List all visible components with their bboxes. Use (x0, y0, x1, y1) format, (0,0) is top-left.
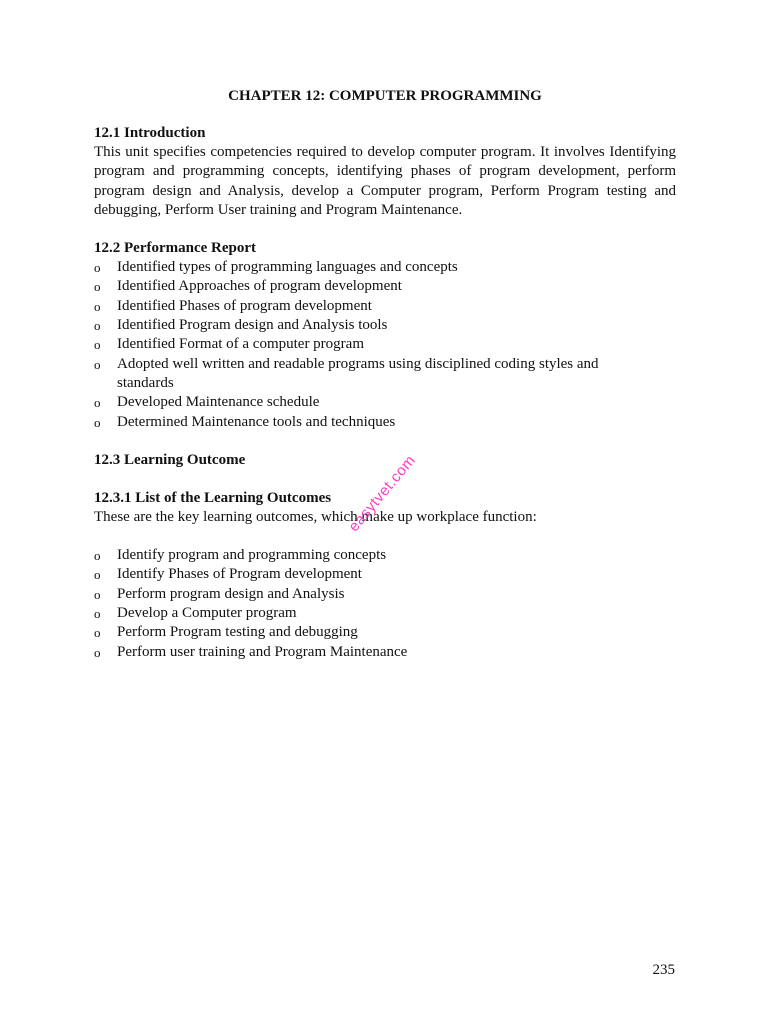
bullet-icon: o (94, 567, 101, 583)
section-heading-introduction: 12.1 Introduction (94, 125, 206, 141)
bullet-icon: o (94, 644, 101, 660)
bullet-icon: o (94, 586, 101, 602)
list-item-text: Identify Phases of Program development (117, 566, 362, 583)
list-item (94, 604, 676, 623)
page-number: 235 (652, 962, 675, 978)
bullet-icon: o (94, 548, 101, 564)
spacer (94, 527, 676, 546)
list-item-text: Perform Program testing and debugging (117, 624, 358, 641)
list-item (94, 393, 676, 412)
list-item-text: Develop a Computer program (117, 605, 297, 622)
list-item-text: Identified Phases of program development (117, 297, 372, 314)
list-item (94, 355, 676, 394)
spacer (94, 432, 676, 451)
list-item-text: Perform program design and Analysis (117, 585, 345, 602)
list-item-text: Identified Program design and Analysis tools (117, 317, 388, 334)
bullet-icon: o (94, 606, 101, 622)
performance-report-list (94, 258, 676, 432)
list-item-text: Identified Approaches of program development (117, 278, 402, 295)
bullet-icon: o (94, 356, 101, 372)
bullet-icon: o (94, 414, 101, 430)
section-heading-learning-outcome: 12.3 Learning Outcome (94, 451, 246, 468)
learning-outcomes-intro: These are the key learning outcomes, which make up workplace function: (94, 508, 537, 525)
list-item-text: Identified types of programming languages and concepts (117, 259, 458, 276)
bullet-icon: o (94, 395, 101, 411)
list-item-text: Determined Maintenance tools and techniques (117, 413, 396, 430)
spacer (94, 470, 676, 489)
bullet-icon: o (94, 318, 101, 334)
list-item (94, 277, 676, 296)
list-item (94, 258, 676, 277)
learning-outcomes-list (94, 546, 676, 662)
page-content (94, 86, 676, 662)
list-item-text: Identified Format of a computer program (117, 336, 365, 353)
list-item (94, 643, 676, 662)
bullet-icon: o (94, 298, 101, 314)
chapter-title: CHAPTER 12: COMPUTER PROGRAMMING (228, 88, 542, 104)
list-item-text: Perform user training and Program Maintenance (117, 643, 408, 660)
list-item-text: Identify program and programming concepts (117, 547, 387, 564)
list-item (94, 546, 676, 565)
list-item (94, 335, 676, 354)
list-item (94, 297, 676, 316)
bullet-icon: o (94, 625, 101, 641)
section-heading-learning-outcomes-list: 12.3.1 List of the Learning Outcomes (94, 489, 332, 506)
list-item-text: Adopted well written and readable programs using disciplined coding styles and standards (117, 355, 599, 391)
list-item (94, 565, 676, 584)
list-item-text: Developed Maintenance schedule (117, 394, 320, 411)
bullet-icon: o (94, 337, 101, 353)
bullet-icon: o (94, 260, 101, 276)
list-item (94, 623, 676, 642)
section-heading-performance-report: 12.2 Performance Report (94, 240, 257, 257)
watermark: easytvet.com (345, 451, 420, 536)
introduction-paragraph: This unit specifies competencies required to develop computer program. It involves Identifying program and programming concepts, identifying phases of program development, perform program design and Analysis, develop a Computer program, Perform Program testing and debugging, Perform User training and Program Maintenance. (94, 144, 676, 218)
list-item (94, 585, 676, 604)
spacer (94, 220, 676, 239)
list-item (94, 316, 676, 335)
list-item (94, 413, 676, 432)
bullet-icon: o (94, 279, 101, 295)
